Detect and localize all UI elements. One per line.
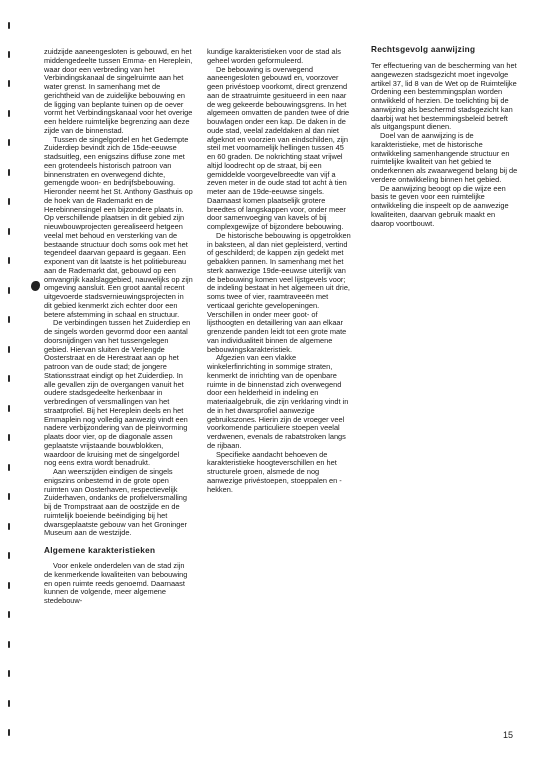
binding-hole xyxy=(8,434,10,441)
paragraph: Tussen de singelgordel en het Gedempte Zuiderdiep bevindt zich de 15de-eeuwse stadsuitleg, een enigszins diffuse zone met een grotendeels historisch patroon van binnenstraten en overwegend dichte, gemengde woon- en bedrijfsbebouwing. Hieronder neemt het St. Anthony Gasthuis op de hoek van de Rademarkt en de Herebinnensingel een bijzondere plaats in. Op verschillende plaatsen in dit gebied zijn nieuwbouwprojecten gerealiseerd hetgeen veelal met behoud en versterking van de bestaande structuur doch soms ook met het tegendeel daarvan gepaard is gegaan. Een exponent van dit laatste is het politiebureau aan de Rademarkt dat, gebouwd op een omvangrijk kaalslaggebied, nauwelijks op zijn omgeving aansluit. Een groot aantal recent uitgevoerde stadsvernieuwingsprojecten in dit gebied kenmerkt zich echter door een betere afstemming in schaal en structuur. xyxy=(44,134,193,319)
binding-hole xyxy=(8,670,10,677)
binding-hole xyxy=(8,228,10,235)
paragraph: Ter effectuering van de bescherming van het aangewezen stadsgezicht moet ingevolge artikel 37, lid 8 van de Wet op de Ruimtelijke Ordening een bestemmingsplan worden ontwikkeld of herzien. De toelichting bij de aanwijzing als beschermd stadsgezicht kan daarbij wat het bestemmingsbeleid betreft als uitgangspunt dienen. xyxy=(371,61,517,132)
binding-hole xyxy=(8,582,10,589)
paragraph: zuidzijde aaneengesloten is gebouwd, en het middengedeelte tussen Emma- en Hereplein, waar door een verbreding van het Verbindingskanaal de singelruimte aan het water grenst. In samenhang met de gerichtheid van de zuidelijke bebouwing en de ligging van beplante tuinen op de oever vormt het Verbindingskanaal voor het overige een heldere ruimtelijke begrenzing aan deze zijde van de binnenstad. xyxy=(44,47,193,135)
section-heading: Rechtsgevolg aanwijzing xyxy=(371,45,476,54)
binding-hole xyxy=(8,552,10,559)
binding-hole xyxy=(8,611,10,618)
binding-hole xyxy=(8,729,10,736)
paragraph: De aanwijzing beoogt op die wijze een basis te geven voor een ruimtelijke ontwikkeling die inspeelt op de aanwezige kwaliteiten, daarvan gebruik maakt en daarop voortbouwt. xyxy=(371,183,509,228)
binding-hole xyxy=(8,346,10,353)
binding-hole xyxy=(8,110,10,117)
paragraph: De historische bebouwing is opgetrokken in baksteen, al dan niet gepleisterd, vertind of geschilderd; de kappen zijn gedekt met gebakken pannen. In samenhang met het sterk aanwezige 19de-eeuwse uiterlijk van de bebouwing komen veel lijstgevels voor; de indeling bestaat in het algemeen uit drie, soms twee of vier, raamtraveeën met verticaal gerichte gevelopeningen. Verschillen in onder meer goot- of lijsthoogten en detaillering van aan elkaar grenzende panden leidt tot een grote mate van individualiteit binnen de algemene bebouwingskarakteristiek. xyxy=(207,230,351,354)
binding-hole xyxy=(8,641,10,648)
binding-hole xyxy=(8,375,10,382)
binding-hole xyxy=(8,405,10,412)
binding-hole xyxy=(8,169,10,176)
paragraph: kundige karakteristieken voor de stad als geheel worden geformuleerd. xyxy=(207,47,341,65)
binding-hole xyxy=(8,198,10,205)
binding-hole xyxy=(8,22,10,29)
page-number: 15 xyxy=(503,730,514,740)
paragraph: Afgezien van een vlakke winkelerfinrichting in sommige straten, kenmerkt de inrichting van de openbare ruimte in de binnenstad zich overwegend door een helderheid in indeling en materiaalgebruik, die zijn verklaring vindt in de in het dwarsprofiel aanwezige gebruikszones. Hierin zijn de vroeger veel voorkomende particuliere stoepen veelal verdwenen, evenals de rabatstroken langs de rijbaan. xyxy=(207,353,349,450)
binding-hole xyxy=(8,139,10,146)
paragraph: De verbindingen tussen het Zuiderdiep en de singels worden gevormd door een aantal doorsnijdingen van het tussengelegen gebied. Hiervan sluiten de Verlengde Oosterstraat en de Herestraat aan op het patroon van de oude stad; de jongere Stationsstraat eindigt op het Zuiderdiep. In alle gevallen zijn de overgangen vanuit het oudere stadsgedeelte herkenbaar in verbredingen of versmallingen van het straatprofiel. Bij het Hereplein deels en het Emmaplein nog volledig aanwezig vindt een nadere verbijzondering van de pleinvorming plaats door vier, op de diagonale assen geplaatste vrijstaande bouwblokken, waardoor de kruising met de singelgordel nog eens extra wordt benadrukt. xyxy=(44,318,191,468)
ink-blot xyxy=(31,281,40,291)
binding-hole xyxy=(8,523,10,530)
paragraph: Aan weerszijden eindigen de singels enigszins onbestemd in de grote open ruimten van Oosterhaven, respectievelijk Zuiderhaven, ondanks de profielversmalling bij de Trompstraat aan de oostzijde en de ruimtelijk boeiende beëindiging bij het dwarsgeplaatste gebouw van het Groninger Museum aan de westzijde. xyxy=(44,467,187,538)
text-column-2 xyxy=(207,48,354,494)
binding-hole xyxy=(8,51,10,58)
binding-hole xyxy=(8,257,10,264)
binding-holes xyxy=(0,0,18,767)
paragraph: De bebouwing is overwegend aaneengesloten gebouwd en, voorzover geen privéstoep voorkomt, direct grenzend aan de straatruimte gesitueerd in een naar de weg gekeerde bebouwingsgrens. In het algemeen omvatten de panden twee of drie bouwlagen onder een kap. De daken in de oude stad, veelal zadeldaken al dan niet afgeknot en voorzien van eindschilden, zijn steil met voornamelijk hellingen tussen 45 en 60 graden. De nokrichting staat vrijwel altijd loodrecht op de straat, bij een gemiddelde voorgevelbreedte van vijf a zeven meter in de oude stad tot acht à tien meter aan de 19de-eeuwse singels. Daarnaast komen plaatselijk grotere breedtes of langskappen voor, onder meer door samenvoeging van kavels of bij complexgewijze of bijzondere bebouwing. xyxy=(207,64,350,231)
text-column-1 xyxy=(44,48,193,606)
binding-hole xyxy=(8,464,10,471)
paragraph: Doel van de aanwijzing is de karakteristieke, met de historische ontwikkeling samenhangende structuur en ruimtelijke kwaliteit van het gebied te onderkennen als zwaarwegend belang bij de verdere ontwikkeling binnen het gebied. xyxy=(371,131,518,184)
binding-hole xyxy=(8,316,10,323)
paragraph: Voor enkele onderdelen van de stad zijn de kenmerkende kwaliteiten van bebouwing en open ruimte reeds genoemd. Daarnaast kunnen de volgende, meer algemene stedebouw- xyxy=(44,561,188,605)
section-heading: Algemene karakteristieken xyxy=(44,546,156,555)
binding-hole xyxy=(8,493,10,500)
paragraph: Specifieke aandacht behoeven de karakteristieke hoogteverschillen en het structurele groen, alsmede de nog aanwezige privéstoepen, stoeppalen en -hekken. xyxy=(207,449,342,494)
text-column-3 xyxy=(371,45,519,228)
binding-hole xyxy=(8,700,10,707)
binding-hole xyxy=(8,287,10,294)
binding-hole xyxy=(8,80,10,87)
